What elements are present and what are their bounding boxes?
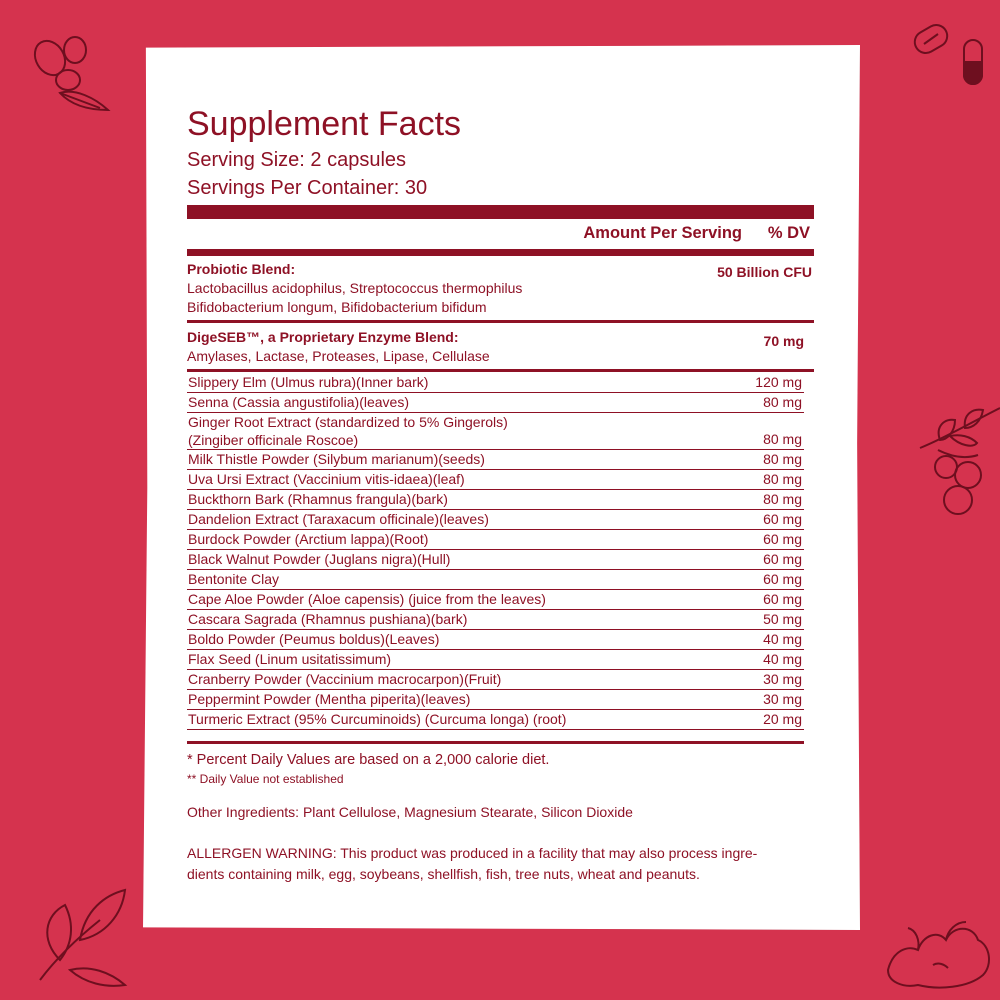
ingredient-name bbox=[188, 530, 728, 548]
ingredient-name-line: Senna (Cassia angustifolia)(leaves) bbox=[188, 394, 409, 410]
ingredient-name-line: (Zingiber officinale Roscoe) bbox=[188, 432, 359, 448]
ingredient-name bbox=[188, 710, 728, 728]
thick-divider bbox=[187, 205, 814, 219]
ingredient-name-line: Bentonite Clay bbox=[188, 571, 280, 587]
ingredient-amount: 60 mg bbox=[763, 531, 802, 547]
dv-not-established-note: ** Daily Value not established bbox=[187, 772, 344, 786]
ingredient-row bbox=[187, 690, 804, 710]
allergen-line2: dients containing milk, egg, soybeans, shellfish, fish, tree nuts, wheat and peanuts. bbox=[187, 866, 700, 882]
ingredient-row bbox=[187, 470, 804, 490]
ingredient-name bbox=[188, 413, 728, 449]
ingredient-name-line: Cape Aloe Powder (Aloe capensis) (juice from the leaves) bbox=[188, 591, 546, 607]
label-title: Supplement Facts bbox=[187, 105, 462, 143]
ingredient-amount: 20 mg bbox=[763, 711, 802, 727]
ingredient-amount: 30 mg bbox=[763, 691, 802, 707]
probiotic-blend-amount: 50 Billion CFU bbox=[717, 264, 812, 280]
ingredient-amount: 80 mg bbox=[763, 394, 802, 410]
ingredient-name bbox=[188, 393, 728, 411]
ingredient-row bbox=[187, 710, 804, 730]
ingredient-row bbox=[187, 610, 804, 630]
ingredient-row bbox=[187, 393, 804, 413]
ingredient-name-line: Flax Seed (Linum usitatissimum) bbox=[188, 651, 392, 667]
dv-header: % DV bbox=[767, 224, 810, 242]
ingredient-name-line: Milk Thistle Powder (Silybum marianum)(seeds) bbox=[188, 451, 485, 467]
ingredient-row bbox=[187, 530, 804, 550]
ingredient-amount: 60 mg bbox=[763, 571, 802, 587]
ingredient-amount: 60 mg bbox=[763, 511, 802, 527]
ginger-root-icon bbox=[878, 900, 998, 995]
ingredient-row bbox=[187, 510, 804, 530]
end-divider bbox=[187, 741, 804, 744]
allergen-warning bbox=[187, 843, 802, 885]
ingredient-name-line: Ginger Root Extract (standardized to 5% Gingerols) bbox=[188, 414, 508, 430]
ingredient-name bbox=[188, 610, 728, 628]
probiotic-blend-line1: Lactobacillus acidophilus, Streptococcus thermophilus bbox=[187, 280, 523, 296]
capsules-icon bbox=[912, 16, 992, 96]
ingredient-list bbox=[187, 373, 804, 730]
other-ingredients: Other Ingredients: Plant Cellulose, Magnesium Stearate, Silicon Dioxide bbox=[187, 804, 633, 820]
ingredient-amount: 80 mg bbox=[763, 471, 802, 487]
probiotic-blend bbox=[187, 260, 814, 317]
enzyme-blend-line1: Amylases, Lactase, Proteases, Lipase, Cellulase bbox=[187, 348, 490, 364]
ingredient-row bbox=[187, 570, 804, 590]
cranberry-icon bbox=[918, 445, 1000, 525]
ingredient-name-line: Turmeric Extract (95% Curcuminoids) (Curcuma longa) (root) bbox=[188, 711, 567, 727]
ingredient-amount: 80 mg bbox=[763, 431, 802, 447]
ingredient-row bbox=[187, 590, 804, 610]
ingredient-amount: 80 mg bbox=[763, 491, 802, 507]
amount-per-serving-header: Amount Per Serving bbox=[583, 224, 742, 242]
percent-dv-note: * Percent Daily Values are based on a 2,000 calorie diet. bbox=[187, 752, 550, 768]
ingredient-name bbox=[188, 550, 728, 568]
ingredient-name-line: Black Walnut Powder (Juglans nigra)(Hull) bbox=[188, 551, 451, 567]
ingredient-name-line: Boldo Powder (Peumus boldus)(Leaves) bbox=[188, 631, 440, 647]
ingredient-name bbox=[188, 630, 728, 648]
ingredient-name bbox=[188, 490, 728, 508]
ingredient-name bbox=[188, 690, 728, 708]
serving-size: Serving Size: 2 capsules bbox=[187, 149, 407, 171]
probiotic-blend-line2: Bifidobacterium longum, Bifidobacterium bifidum bbox=[187, 299, 487, 315]
ingredient-amount: 60 mg bbox=[763, 591, 802, 607]
blend-divider bbox=[187, 320, 814, 323]
ingredient-row bbox=[187, 670, 804, 690]
ingredient-amount: 120 mg bbox=[755, 374, 802, 390]
ingredient-row bbox=[187, 373, 804, 393]
ingredient-amount: 60 mg bbox=[763, 551, 802, 567]
enzyme-blend-amount: 70 mg bbox=[763, 333, 804, 349]
ingredient-name-line: Buckthorn Bark (Rhamnus frangula)(bark) bbox=[188, 491, 448, 507]
supplement-facts-header bbox=[187, 105, 814, 202]
enzyme-blend-name: DigeSEB™, a Proprietary Enzyme Blend: bbox=[187, 329, 459, 345]
ingredient-row bbox=[187, 650, 804, 670]
ingredient-row bbox=[187, 630, 804, 650]
ingredient-name-line: Peppermint Powder (Mentha piperita)(leaves) bbox=[188, 691, 471, 707]
leaves-icon bbox=[30, 880, 140, 990]
ingredient-row bbox=[187, 450, 804, 470]
enzyme-divider bbox=[187, 369, 814, 372]
ingredient-name bbox=[188, 570, 728, 588]
ingredient-name-line: Cascara Sagrada (Rhamnus pushiana)(bark) bbox=[188, 611, 468, 627]
ingredient-row bbox=[187, 550, 804, 570]
ingredient-name bbox=[188, 450, 728, 468]
allergen-line1: ALLERGEN WARNING: This product was produced in a facility that may also process ingre- bbox=[187, 845, 758, 861]
probiotic-blend-name: Probiotic Blend: bbox=[187, 261, 296, 277]
ingredient-name bbox=[188, 590, 728, 608]
ingredient-name-line: Slippery Elm (Ulmus rubra)(Inner bark) bbox=[188, 374, 429, 390]
ingredient-name-line: Uva Ursi Extract (Vaccinium vitis-idaea)(leaf) bbox=[188, 471, 465, 487]
ingredient-amount: 80 mg bbox=[763, 451, 802, 467]
enzyme-blend bbox=[187, 328, 814, 366]
ingredient-row bbox=[187, 490, 804, 510]
ingredient-name-line: Cranberry Powder (Vaccinium macrocarpon)(Fruit) bbox=[188, 671, 502, 687]
ingredient-amount: 40 mg bbox=[763, 631, 802, 647]
ingredient-name bbox=[188, 670, 728, 688]
ingredient-name bbox=[188, 470, 728, 488]
medium-divider bbox=[187, 249, 814, 256]
ingredient-amount: 50 mg bbox=[763, 611, 802, 627]
ingredient-name bbox=[188, 510, 728, 528]
ingredient-row bbox=[187, 413, 804, 450]
berries-icon bbox=[20, 28, 115, 113]
ingredient-amount: 30 mg bbox=[763, 671, 802, 687]
ingredient-name-line: Burdock Powder (Arctium lappa)(Root) bbox=[188, 531, 429, 547]
column-header bbox=[187, 223, 814, 247]
ingredient-name bbox=[188, 650, 728, 668]
ingredient-name bbox=[188, 373, 728, 391]
servings-per-container: Servings Per Container: 30 bbox=[187, 177, 428, 199]
ingredient-name-line: Dandelion Extract (Taraxacum officinale)(leaves) bbox=[188, 511, 489, 527]
ingredient-amount: 40 mg bbox=[763, 651, 802, 667]
